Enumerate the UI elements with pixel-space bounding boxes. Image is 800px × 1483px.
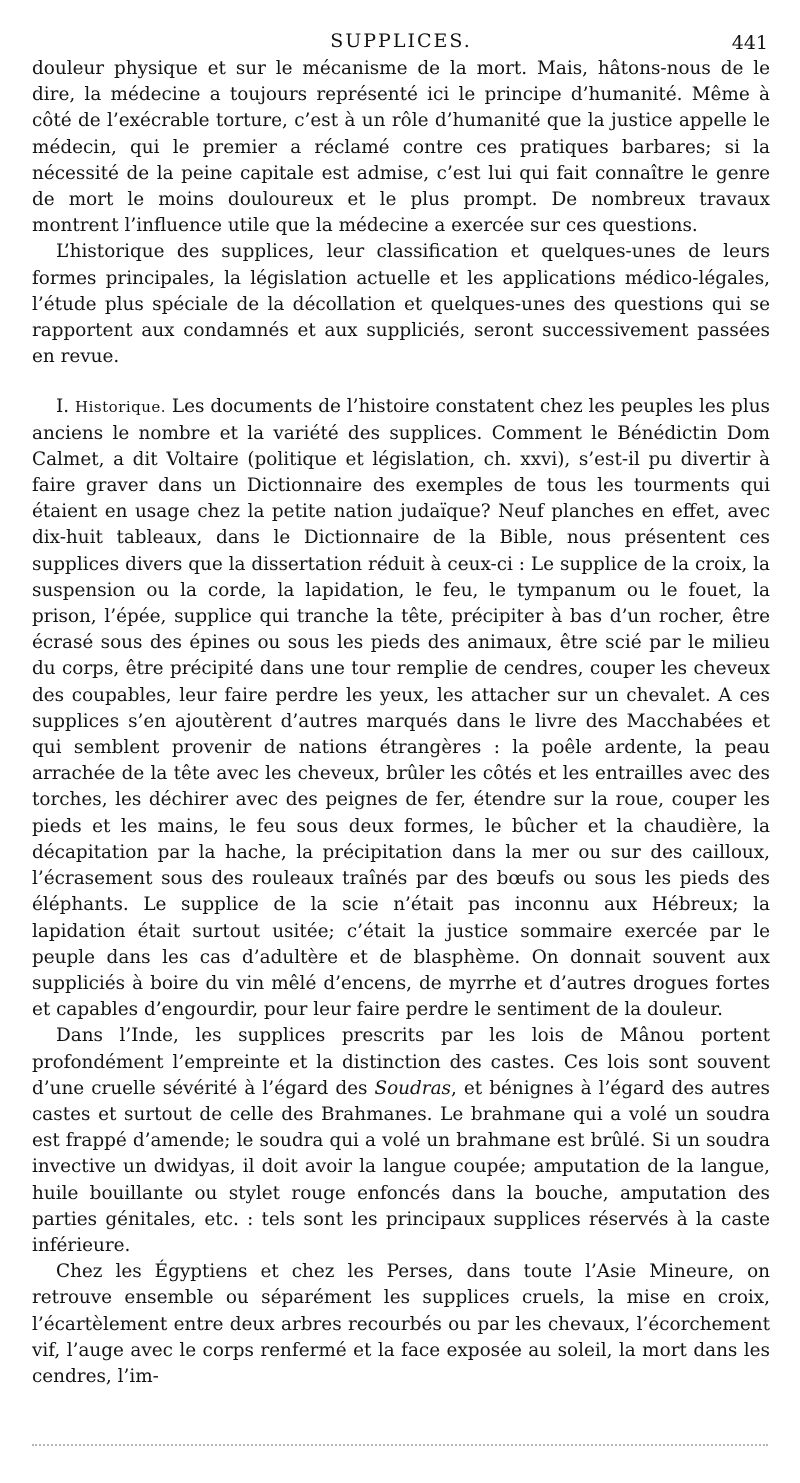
paragraph-inde-start: Dans l’Inde, les supplices prescrits par les lois de Mânou portent profondément l’empreinte et la distinction des castes. Ces lois sont souvent d’une cruelle sévérité à l’égard des [32, 1025, 770, 1099]
paragraph-egyptiens: Chez les Égyptiens et chez les Perses, dans toute l’Asie Mineure, on retrouve ensemble ou séparément les supplices cruels, la mise en croix, l’écartèlement entre deux arbres recourbés ou par les chevaux, l’écorchement vif, l’auge avec le corps renfermé et la face exposée au soleil, la mort dans les cendres, l’im- [32, 1261, 770, 1387]
paragraph-historique [32, 394, 770, 1023]
page-header [32, 0, 770, 56]
paragraph-historique-body: Les documents de l’histoire constatent chez les peuples les plus anciens le nombre et la variété des supplices. Comment le Bénédictin Dom Calmet, a dit Voltaire (politique et législation, ch. xxvi), s’est-il pu divertir à faire graver dans un Dictionnaire des exemples de tous les tourments qui étaient en usage chez la petite nation judaïque? Neuf planches en effet, avec dix-huit tableaux, dans le Dictionnaire de la Bible, nous présentent ces supplices divers que la dissertation réduit à ceux-ci : Le supplice de la croix, la suspension ou la corde, la lapidation, le feu, le tympanum ou le fouet, la prison, l’épée, supplice qui tranche la tête, précipiter à bas d’un rocher, être écrasé sous des épines ou sous les pieds des animaux, être scié par le milieu du corps, être précipité dans une tour remplie de cendres, couper les cheveux des coupables, leur faire perdre les yeux, les attacher sur un chevalet. A ces supplices s’en ajoutèrent d’autres marqués dans le livre des Macchabées et qui semblent provenir de nations étrangères : la poêle ardente, la peau arrachée de la tête avec les cheveux, brûler les côtés et les entrailles avec des torches, les déchirer avec des peignes de fer, étendre sur la roue, couper les pieds et les mains, le feu sous deux formes, le bûcher et la chaudière, la décapitation par la hache, la précipitation dans la mer ou sur des cailloux, l’écrasement sous des rouleaux traînés par des bœufs ou sous les pieds des éléphants. Le supplice de la scie n’était pas inconnu aux Hébreux; la lapidation était surtout usitée; c’était la justice sommaire exercée par le peuple dans les cas d’adultère et de blasphème. On donnait souvent aux suppliciés à boire du vin mêlé d’encens, de myrrhe et d’autres drogues fortes et capables d’engourdir, pour leur faire perdre le sentiment de la douleur. [32, 396, 770, 1021]
paragraph-1: douleur physique et sur le mécanisme de la mort. Mais, hâtons-nous de le dire, la médecine a toujours représenté ici le principe d’humanité. Même à côté de l’exécrable torture, c’est à un rôle d’humanité que la justice appelle le médecin, qui le premier a réclamé contre ces pratiques barbares; si la nécessité de la peine capitale est admise, c’est lui qui fait connaître le genre de mort le moins douloureux et le plus prompt. De nombreux travaux montrent l’influence utile que la médecine a exercée sur ces questions. [32, 58, 770, 237]
section-number: I. [56, 396, 70, 418]
paragraph-2: L’historique des supplices, leur classification et quelques-unes de leurs formes principales, la législation actuelle et les applications médico-légales, l’étude plus spéciale de la décollation et quelques-unes des questions qui se rapportent aux condamnés et aux suppliciés, seront successivement passées en revue. [32, 241, 770, 368]
page-number: 441 [731, 32, 768, 54]
paragraph-inde-end: , et bénignes à l’égard des autres castes et surtout de celle des Brahmanes. Le brahmane qui a volé un soudra est frappé d’amende; le soudra qui a volé un brahmane est brûlé. Si un soudra invective un dwidyas, il doit avoir la langue coupée; amputation de la langue, huile bouillante ou stylet rouge enfoncés dans la bouche, amputation des parties génitales, etc. : tels sont les principaux supplices réservés à la caste inférieure. [32, 1077, 770, 1256]
footer-dotted-rule [32, 1444, 768, 1446]
running-title: SUPPLICES. [330, 30, 472, 52]
section-heading: Historique. [75, 398, 167, 417]
section-gap [32, 370, 770, 394]
emphasis-soudras: Soudras [374, 1077, 451, 1099]
paragraph-inde [32, 1023, 770, 1259]
